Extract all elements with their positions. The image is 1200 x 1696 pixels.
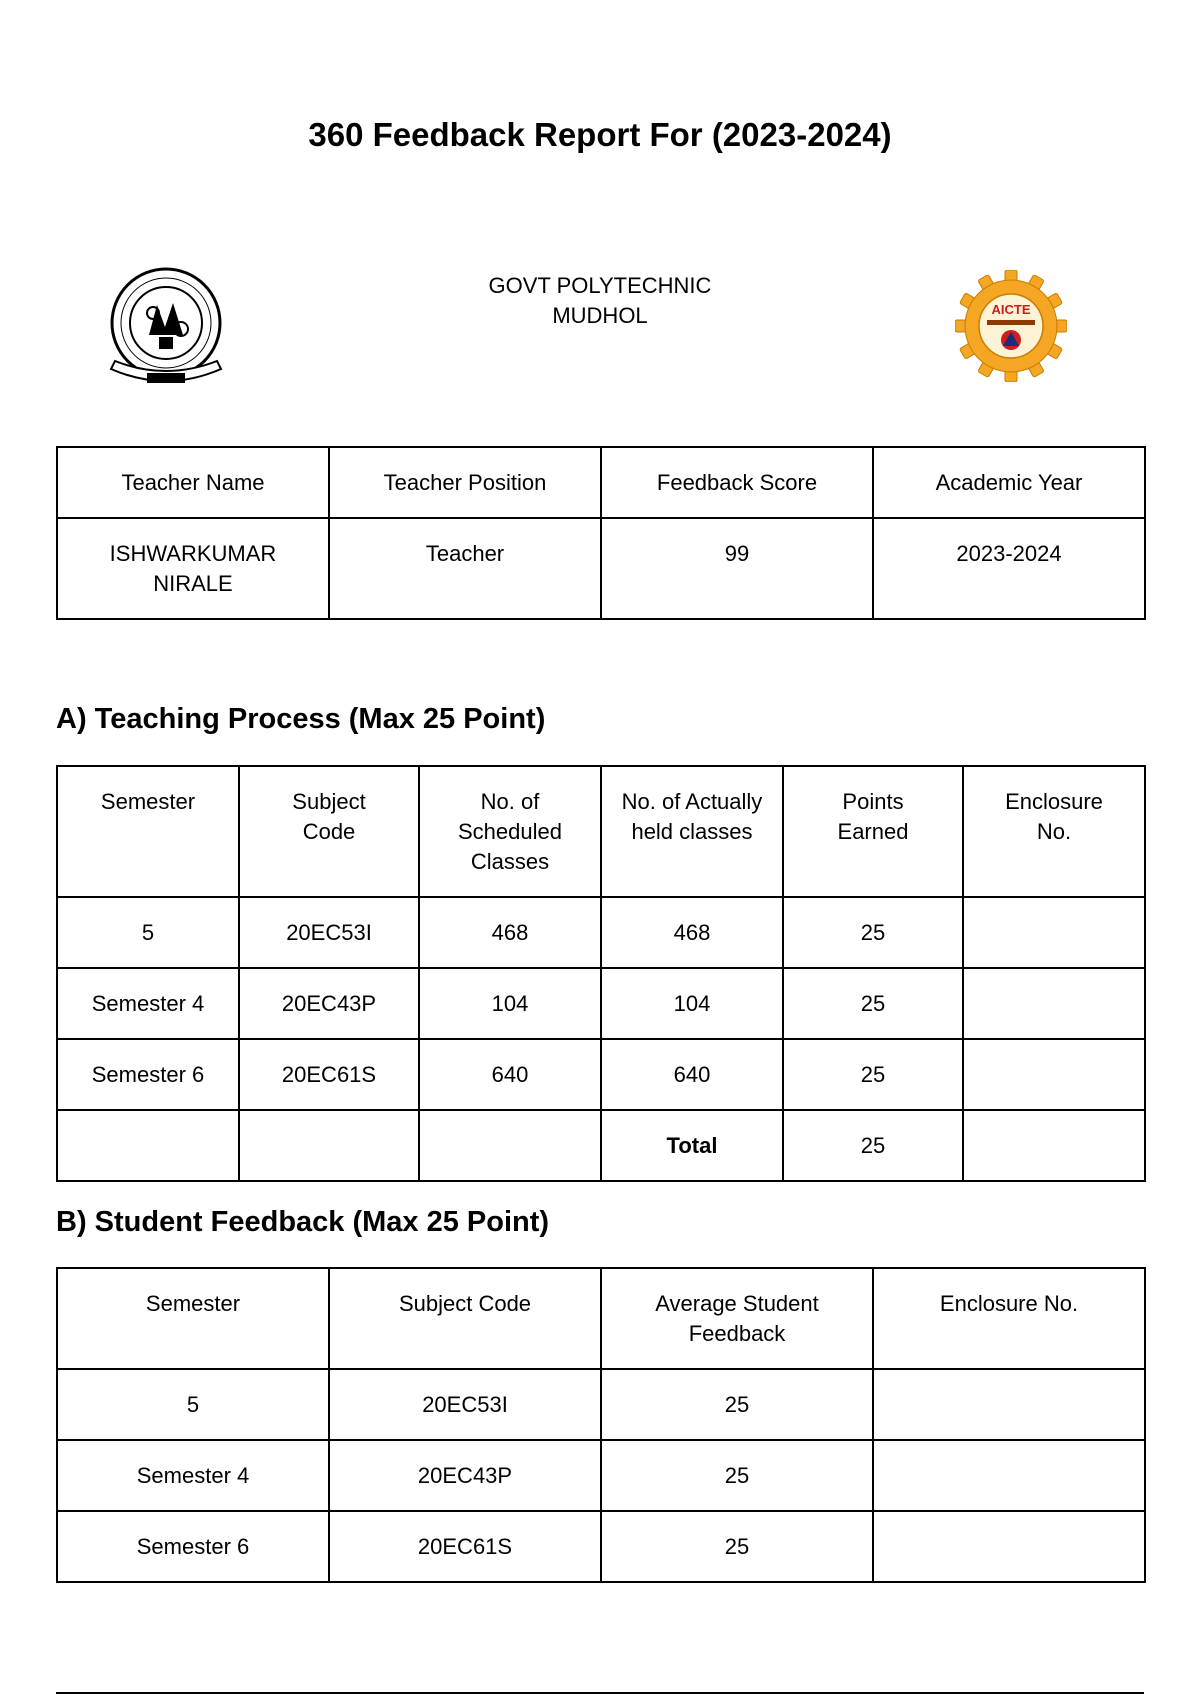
page-title: 360 Feedback Report For (2023-2024) (308, 116, 892, 153)
header-points-earned: Points Earned (783, 766, 963, 897)
header-enclosure-no: Enclosure No. (873, 1268, 1145, 1369)
footer-divider (56, 1692, 1144, 1694)
enclosure-no-cell (963, 897, 1145, 968)
enclosure-no-cell (963, 1039, 1145, 1110)
average-feedback-cell: 25 (601, 1511, 873, 1582)
subject-code-cell: 20EC61S (329, 1511, 601, 1582)
scheduled-classes-cell: 104 (419, 968, 601, 1039)
header-held-classes: No. of Actually held classes (601, 766, 783, 897)
points-earned-cell: 25 (783, 1039, 963, 1110)
points-earned-cell: 25 (783, 897, 963, 968)
header-semester: Semester (57, 766, 239, 897)
teacher-name: ISHWARKUMAR NIRALE (57, 518, 329, 619)
teacher-position: Teacher (329, 518, 601, 619)
subject-code-cell: 20EC61S (239, 1039, 419, 1110)
institute-name-line2: MUDHOL (552, 303, 648, 328)
empty-cell (239, 1110, 419, 1181)
aicte-gear-logo-icon (955, 270, 1067, 382)
semester-cell: Semester 4 (57, 968, 239, 1039)
table-header-row (57, 1268, 1145, 1369)
semester-cell: 5 (57, 1369, 329, 1440)
header-semester: Semester (57, 1268, 329, 1369)
average-feedback-cell: 25 (601, 1369, 873, 1440)
header-academic-year: Academic Year (873, 447, 1145, 518)
header-enclosure-no: Enclosure No. (963, 766, 1145, 897)
enclosure-no-cell (873, 1511, 1145, 1582)
semester-cell: Semester 6 (57, 1039, 239, 1110)
academic-year: 2023-2024 (873, 518, 1145, 619)
held-classes-cell: 640 (601, 1039, 783, 1110)
held-classes-cell: 104 (601, 968, 783, 1039)
enclosure-no-cell (963, 968, 1145, 1039)
enclosure-no-cell (873, 1369, 1145, 1440)
table-row (57, 518, 1145, 619)
empty-cell (419, 1110, 601, 1181)
table-row (57, 1511, 1145, 1582)
points-earned-cell: 25 (783, 968, 963, 1039)
header-average-feedback: Average Student Feedback (601, 1268, 873, 1369)
teacher-info-table (56, 446, 1146, 620)
header-teacher-position: Teacher Position (329, 447, 601, 518)
scheduled-classes-cell: 468 (419, 897, 601, 968)
feedback-score: 99 (601, 518, 873, 619)
table-header-row (57, 447, 1145, 518)
aicte-logo-text: AICTE (991, 302, 1031, 317)
subject-code-cell: 20EC53I (329, 1369, 601, 1440)
semester-cell: Semester 6 (57, 1511, 329, 1582)
student-feedback-table (56, 1267, 1146, 1583)
institute-name-line1: GOVT POLYTECHNIC (488, 273, 712, 298)
scheduled-classes-cell: 640 (419, 1039, 601, 1110)
header-teacher-name: Teacher Name (57, 447, 329, 518)
subject-code-cell: 20EC53I (239, 897, 419, 968)
teaching-process-table (56, 765, 1146, 1182)
empty-cell (963, 1110, 1145, 1181)
table-header-row (57, 766, 1145, 897)
student-feedback-title: B) Student Feedback (Max 25 Point) (56, 1206, 550, 1238)
enclosure-no-cell (873, 1440, 1145, 1511)
header-subject-code: Subject Code (329, 1268, 601, 1369)
teaching-process-title: A) Teaching Process (Max 25 Point) (56, 703, 546, 735)
total-points: 25 (783, 1110, 963, 1181)
table-row (57, 968, 1145, 1039)
subject-code-cell: 20EC43P (329, 1440, 601, 1511)
table-row (57, 1440, 1145, 1511)
subject-code-cell: 20EC43P (239, 968, 419, 1039)
semester-cell: 5 (57, 897, 239, 968)
total-row (57, 1110, 1145, 1181)
table-row (57, 897, 1145, 968)
header-scheduled-classes: No. of Scheduled Classes (419, 766, 601, 897)
empty-cell (57, 1110, 239, 1181)
average-feedback-cell: 25 (601, 1440, 873, 1511)
semester-cell: Semester 4 (57, 1440, 329, 1511)
table-row (57, 1039, 1145, 1110)
header-subject-code: Subject Code (239, 766, 419, 897)
table-row (57, 1369, 1145, 1440)
header-feedback-score: Feedback Score (601, 447, 873, 518)
held-classes-cell: 468 (601, 897, 783, 968)
total-label: Total (601, 1110, 783, 1181)
